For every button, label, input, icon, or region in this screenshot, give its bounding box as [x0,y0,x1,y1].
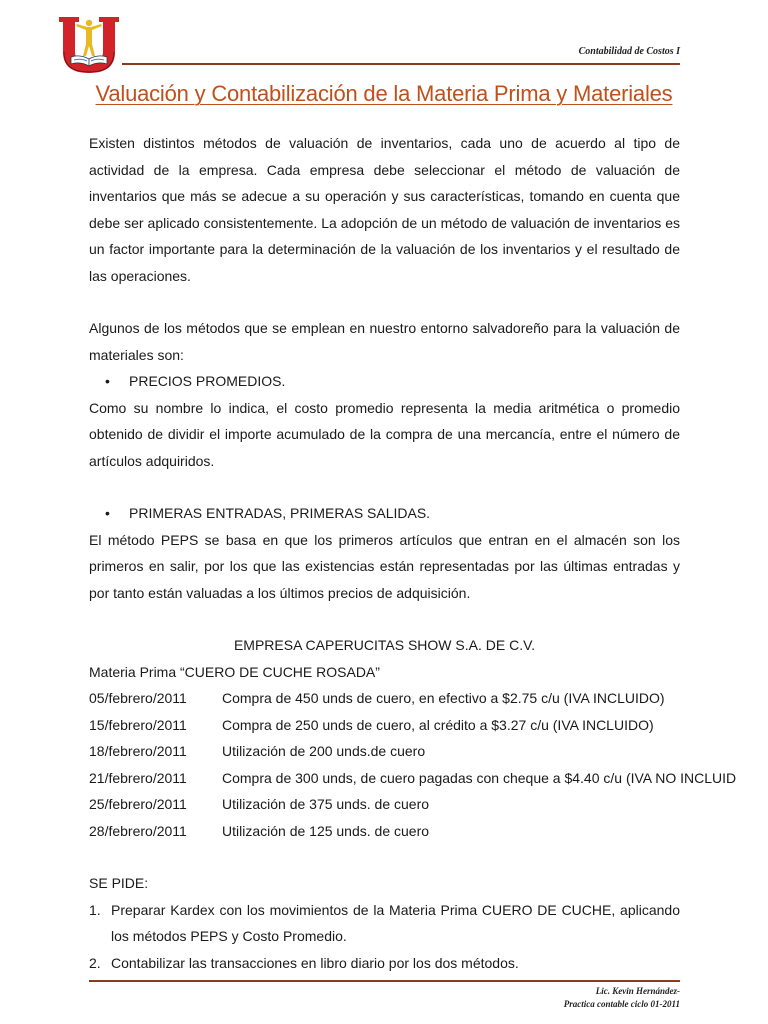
transaction-date: 18/febrero/2011 [89,743,187,759]
transaction-date: 05/febrero/2011 [89,690,187,706]
task-number: 2. [89,954,101,971]
method-name: PRECIOS PROMEDIOS. [129,373,286,389]
transaction-description: Compra de 300 unds, de cuero pagadas con cheque a $4.40 c/u (IVA NO INCLUID [222,769,737,786]
university-logo-icon [56,14,122,76]
transaction-description: Utilización de 125 unds. de cuero [222,822,430,839]
page-title: Valuación y Contabilización de la Materia Prima y Materiales [95,81,673,106]
methods-intro: Algunos de los métodos que se emplean en nuestro entorno salvadoreño para la valuación de materiales son: [89,320,680,363]
task-text: Preparar Kardex con los movimientos de la Materia Prima CUERO DE CUCHE, aplicando los métodos PEPS y Costo Promedio. [111,901,680,944]
transaction-row [89,738,680,765]
transaction-description: Utilización de 375 unds. de cuero [222,796,430,812]
intro-paragraph: Existen distintos métodos de valuación de inventarios, cada uno de acuerdo al tipo de actividad de la empresa. Cada empresa debe seleccionar el método de valuación de inventarios que más se adecue a su operación y sus características, tomando en cuenta que debe ser aplicado consistentemente. La adopción de un método de valuación de inventarios es un factor importante para la determinación de la valuación de los inventarios y el resultado de las operaciones. [89,135,680,284]
transaction-row [89,791,680,818]
method-description: Como su nombre lo indica, el costo promedio representa la media aritmética o promedio obtenido de dividir el importe acumulado de la compra de una mercancía, entre el número de artículos adquiridos. [89,399,680,469]
bullet-dot-icon: • [105,373,110,389]
transaction-date: 15/febrero/2011 [89,716,187,733]
header-divider [122,63,680,65]
se-pide-heading [89,870,680,897]
transaction-row [89,765,737,792]
footer-course-line: Practica contable ciclo 01-2011 [563,999,680,1009]
transaction-date: 28/febrero/2011 [89,822,187,839]
footer-divider [89,980,680,982]
transaction-description: Compra de 250 unds de cuero, al crédito a $3.27 c/u (IVA INCLUIDO) [222,716,654,733]
transaction-description: Compra de 450 unds de cuero, en efectivo a $2.75 c/u (IVA INCLUIDO) [222,690,665,706]
task-item-1 [89,897,680,950]
transaction-row [89,818,680,845]
task-text: Contabilizar las transacciones en libro diario por los dos métodos. [111,954,519,971]
document-body [89,130,737,976]
task-number: 1. [89,901,101,918]
transaction-row [89,685,680,712]
material-name: Materia Prima “CUERO DE CUCHE ROSADA” [89,663,380,680]
task-item-2 [89,950,680,977]
transaction-date: 21/febrero/2011 [89,769,187,786]
company-name: EMPRESA CAPERUCITAS SHOW S.A. DE C.V. [233,637,536,653]
method-bullet-1 [89,368,680,395]
footer [564,985,680,1011]
university-logo [56,14,122,76]
header-course-title: Contabilidad de Costos I [578,46,680,57]
method-bullet-2 [89,500,680,527]
method-description: El método PEPS se basa en que los primeros artículos que entran en el almacén son los primeros en salir, por los que las existencias están representadas por las últimas entradas y por tanto están valuadas a los últimos precios de adquisición. [89,531,680,601]
bullet-dot-icon: • [105,505,110,521]
material-line [89,659,680,686]
transaction-description: Utilización de 200 unds.de cuero [222,743,426,759]
se-pide-label: SE PIDE: [89,875,149,891]
footer-author: Lic. Kevin Hernández- [595,986,680,996]
method-name: PRIMERAS ENTRADAS, PRIMERAS SALIDAS. [129,505,431,521]
transaction-row [89,712,680,739]
transaction-date: 25/febrero/2011 [89,796,187,812]
